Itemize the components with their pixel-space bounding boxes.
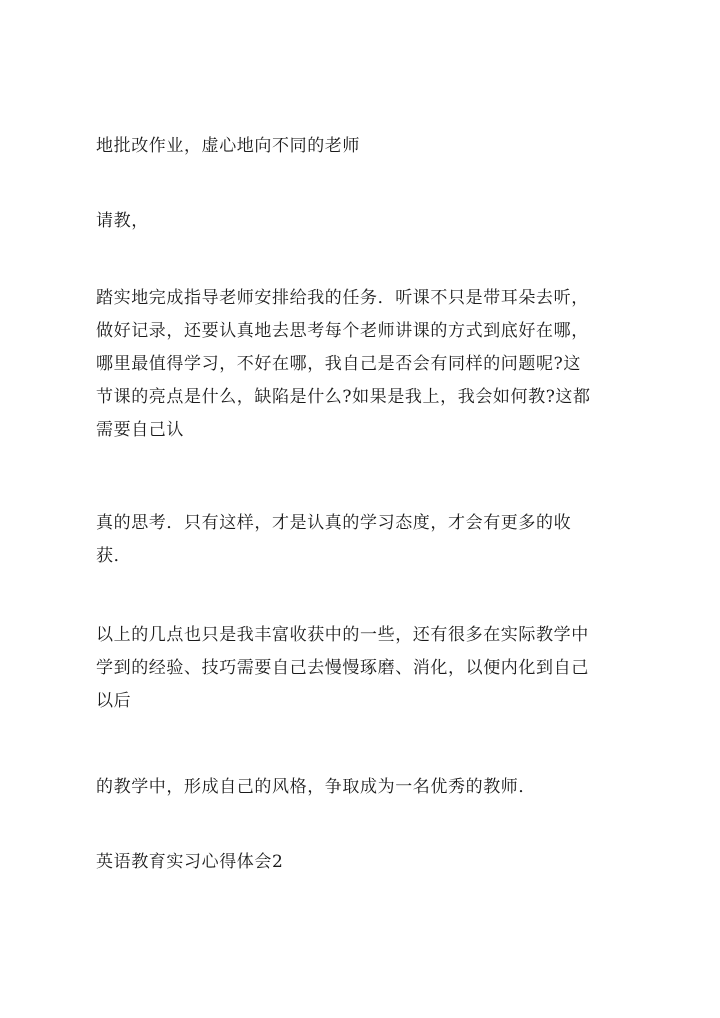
paragraph-line: 获． — [96, 546, 132, 566]
paragraph-line: 哪里最值得学习，不好在哪，我自己是否会有同样的问题呢?这 — [96, 354, 581, 374]
paragraph-6 — [96, 771, 644, 804]
paragraph-2 — [96, 205, 644, 238]
paragraph-1 — [96, 130, 644, 163]
paragraph-3 — [96, 282, 644, 447]
paragraph-line: 踏实地完成指导老师安排给我的任务．听课不只是带耳朵去听， — [96, 288, 589, 308]
section-heading — [96, 846, 644, 879]
paragraph-line: 以后 — [96, 691, 132, 711]
paragraph-line: 做好记录，还要认真地去思考每个老师讲课的方式到底好在哪， — [96, 321, 589, 341]
paragraph-line: 节课的亮点是什么，缺陷是什么?如果是我上，我会如何教?这都 — [96, 387, 591, 407]
paragraph-line: 需要自己认 — [96, 420, 184, 440]
paragraph-line: 的教学中，形成自己的风格，争取成为一名优秀的教师． — [96, 777, 536, 797]
paragraph-line: 学到的经验、技巧需要自己去慢慢琢磨、消化，以便内化到自己 — [96, 658, 589, 678]
paragraph-line: 地批改作业，虚心地向不同的老师 — [96, 136, 360, 156]
paragraph-5 — [96, 619, 644, 718]
paragraph-line: 请教， — [96, 211, 149, 231]
heading-line: 英语教育实习心得体会2 — [96, 852, 284, 872]
paragraph-4 — [96, 507, 644, 573]
paragraph-line: 真的思考．只有这样，才是认真的学习态度，才会有更多的收 — [96, 513, 572, 533]
paragraph-line: 以上的几点也只是我丰富收获中的一些，还有很多在实际教学中 — [96, 625, 589, 645]
